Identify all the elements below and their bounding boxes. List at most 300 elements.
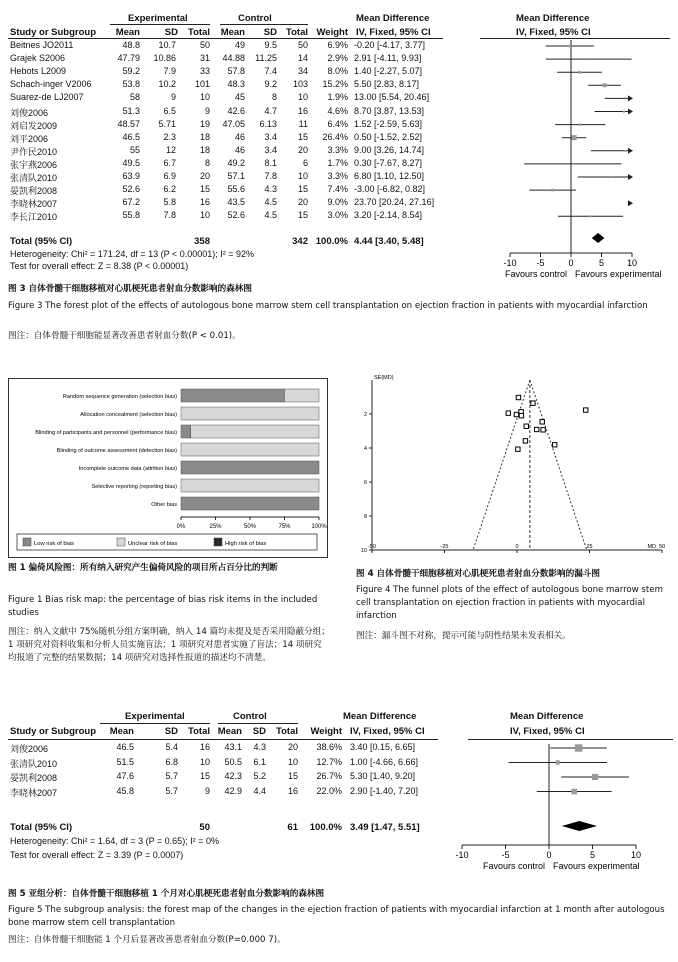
col-weight: Weight [316, 27, 348, 38]
study-name: Grajek S2006 [10, 53, 66, 64]
study-name: 刘俊2006 [10, 744, 49, 754]
n-experimental: 10 [199, 92, 210, 103]
study-point [519, 414, 523, 418]
n-control: 16 [297, 105, 308, 116]
weight: 6.4% [327, 118, 348, 129]
mean-difference-ci: -0.20 [-4.17, 3.77] [354, 40, 426, 50]
header-mean-difference: Mean Difference [343, 711, 417, 722]
n-experimental: 31 [199, 53, 210, 64]
mean-difference-ci: 2.90 [-1.40, 7.20] [350, 785, 419, 796]
mean-difference-ci: -3.00 [-6.82, 0.82] [354, 184, 426, 195]
x-axis-label: MD [647, 544, 656, 550]
mean-control: 49.2 [227, 157, 245, 168]
mean-control: 46 [234, 131, 245, 142]
sd-control: 6.1 [253, 756, 266, 767]
n-experimental: 50 [199, 40, 210, 50]
study-point [514, 412, 518, 416]
n-control: 15 [297, 131, 308, 142]
mean-experimental: 53.8 [122, 79, 140, 90]
n-experimental: 8 [204, 157, 210, 168]
x-tick-label: 0 [546, 850, 552, 860]
mean-experimental: 55 [129, 144, 140, 155]
bar-low-risk [181, 425, 191, 438]
total-n-control: 61 [287, 822, 298, 833]
col-sd: SD [263, 27, 277, 38]
caption-en: Figure 5 The subgroup analysis: the forest map of the changes in the ejection fraction of patients with myocardial infarction at 1 month after autologous bone marrow stem cell transplantation [8, 905, 665, 928]
col-total: Total [276, 726, 298, 737]
n-experimental: 18 [199, 144, 210, 155]
sd-control: 4.5 [264, 197, 277, 208]
col-ci-plot: IV, Fixed, 95% CI [516, 27, 591, 38]
effect-square [578, 71, 581, 74]
ci-arrow [628, 174, 633, 180]
caption-en: Figure 1 Bias risk map: the percentage of bias risk items in the included studies [8, 595, 318, 618]
sd-experimental: 6.9 [163, 171, 176, 181]
risk-of-bias-chart [9, 379, 325, 555]
caption-cn: 图 4 自体骨髓干细胞移植对心肌梗死患者射血分数影响的漏斗图 [356, 569, 600, 579]
total-ci: 3.49 [1.47, 5.51] [350, 822, 420, 833]
y-tick-label: 4 [363, 446, 367, 452]
mean-control: 45 [234, 92, 245, 103]
effect-square [603, 83, 607, 87]
mean-control: 42.3 [224, 771, 242, 781]
header-mean-difference-plot: Mean Difference [510, 711, 584, 722]
n-control: 20 [287, 742, 298, 752]
heterogeneity: Heterogeneity: Chi² = 171.24, df = 13 (P < 0.00001); I² = 92% [10, 249, 254, 259]
mean-experimental: 52.6 [122, 184, 140, 195]
mean-control: 48.3 [227, 79, 245, 90]
study-point [516, 447, 520, 451]
bar-unclear-risk [191, 425, 319, 438]
col-mean: Mean [115, 27, 140, 38]
header-experimental: Experimental [128, 13, 188, 24]
mean-difference-ci: 1.52 [-2.59, 5.63] [354, 118, 423, 129]
n-experimental: 10 [199, 210, 210, 221]
n-experimental: 15 [199, 184, 210, 195]
mean-control: 49 [234, 40, 245, 50]
bar-low-risk [181, 497, 319, 510]
effect-square [568, 45, 571, 48]
n-control: 34 [297, 66, 308, 77]
weight: 12.7% [316, 756, 342, 767]
heterogeneity: Heterogeneity: Chi² = 1.64, df = 3 (P = 0.65); I² = 0% [10, 836, 219, 846]
weight: 3.3% [327, 144, 348, 155]
effect-square [611, 176, 613, 178]
x-tick-label: -25 [440, 544, 449, 550]
y-axis-label: SE(MD) [374, 375, 394, 381]
sd-control: 5.2 [253, 771, 266, 781]
mean-difference-ci: 23.70 [20.24, 27.16] [354, 197, 435, 208]
sd-experimental: 6.2 [163, 184, 176, 195]
effect-square [625, 150, 627, 152]
x-tick-label: -10 [503, 258, 517, 268]
y-tick-label: 2 [363, 412, 367, 418]
x-tick-label: 50 [658, 544, 666, 550]
favours-experimental: Favours experimental [575, 269, 662, 279]
mean-difference-ci: 3.40 [0.15, 6.65] [350, 742, 416, 752]
mean-control: 57.1 [227, 171, 245, 181]
sd-experimental: 5.71 [158, 118, 176, 129]
mean-experimental: 46.5 [122, 131, 140, 142]
sd-control: 3.4 [264, 131, 277, 142]
mean-control: 55.6 [227, 184, 245, 195]
group-rule [100, 723, 210, 724]
study-name: 刘启发2009 [10, 120, 58, 131]
sd-control: 4.3 [264, 184, 277, 195]
weight: 6.9% [327, 40, 348, 50]
study-name: 晏凯利2008 [10, 186, 58, 197]
total-n-experimental: 358 [194, 236, 210, 247]
mean-difference-ci: 0.50 [-1.52, 2.52] [354, 131, 423, 142]
sd-control: 3.4 [264, 144, 277, 155]
mean-experimental: 45.8 [116, 785, 134, 796]
sd-experimental: 6.7 [163, 157, 176, 168]
n-experimental: 20 [199, 171, 210, 181]
weight: 26.4% [322, 131, 348, 142]
overall-effect: Test for overall effect: Z = 3.39 (P = 0.0007) [10, 850, 184, 860]
effect-square [572, 163, 574, 165]
weight: 22.0% [316, 785, 342, 796]
pooled-diamond [562, 821, 597, 831]
mean-experimental: 51.3 [122, 105, 140, 116]
n-control: 6 [302, 157, 308, 168]
weight: 7.4% [327, 184, 348, 195]
mean-experimental: 47.79 [117, 53, 140, 64]
sd-control: 7.4 [264, 66, 277, 77]
n-control: 16 [287, 785, 298, 796]
sd-control: 4.4 [253, 785, 266, 796]
x-tick-label: 100% [311, 524, 327, 530]
col-ci-plot: IV, Fixed, 95% CI [510, 726, 585, 737]
n-experimental: 15 [199, 771, 210, 781]
n-experimental: 19 [199, 118, 210, 129]
sd-experimental: 12 [165, 144, 176, 155]
effect-square [590, 215, 592, 217]
ci-arrow [628, 148, 633, 154]
bar-unclear-risk [181, 443, 319, 456]
mean-control: 43.5 [227, 197, 245, 208]
study-name: Beitnes JO2011 [10, 40, 74, 50]
bias-domain-label: Selective reporting (reporting bias) [91, 484, 177, 490]
mean-control: 43.1 [224, 742, 242, 752]
sd-experimental: 6.8 [165, 756, 178, 767]
figure-note: 图注：自体骨髓干细胞能 1 个月后显著改善患者射血分数(P=0.000 7)。 [8, 935, 286, 945]
sd-control: 8.1 [264, 157, 277, 168]
col-weight: Weight [310, 726, 342, 737]
mean-control: 57.8 [227, 66, 245, 77]
header-control: Control [238, 13, 272, 24]
legend-swatch [117, 538, 125, 546]
x-tick-label: 25 [586, 544, 593, 550]
study-name: Schach-inger V2006 [10, 79, 92, 90]
n-control: 11 [298, 118, 308, 129]
bar-unclear-risk [181, 479, 319, 492]
caption-cn: 图 5 亚组分析：自体骨髓干细胞移植 1 个月对心肌梗死患者射血分数影响的森林图 [8, 889, 325, 899]
mean-experimental: 67.2 [122, 197, 140, 208]
mean-difference-ci: 1.40 [-2.27, 5.07] [354, 66, 423, 77]
sd-experimental: 10.7 [158, 40, 176, 50]
weight: 26.7% [316, 771, 342, 781]
mean-experimental: 51.5 [116, 756, 134, 767]
n-control: 15 [287, 771, 298, 781]
effect-square [623, 110, 625, 112]
col-total: Total [188, 27, 210, 38]
n-experimental: 33 [199, 66, 210, 77]
mean-difference-ci: 9.00 [3.26, 14.74] [354, 144, 425, 155]
mean-control: 46 [234, 144, 245, 155]
col-sd: SD [252, 726, 266, 737]
sd-experimental: 9 [170, 92, 176, 103]
weight: 2.9% [327, 53, 348, 64]
sd-control: 6.13 [259, 118, 277, 129]
header-mean-difference: Mean Difference [356, 13, 430, 24]
bias-domain-label: Blinding of participants and personnel (performance bias) [35, 430, 177, 436]
bar-low-risk [181, 461, 319, 474]
sd-experimental: 5.7 [165, 771, 178, 781]
figure-note: 图注：漏斗图不对称，提示可能与阴性结果未发表相关。 [356, 631, 571, 641]
bias-domain-label: Allocation concealment (selection bias) [80, 412, 177, 418]
favours-control: Favours control [482, 861, 545, 871]
col-study: Study or Subgroup [10, 27, 97, 38]
total-n-control: 342 [292, 236, 308, 247]
study-name: 张宇燕2006 [10, 159, 58, 170]
study-point [584, 408, 588, 412]
n-control: 10 [287, 756, 298, 767]
mean-experimental: 49.5 [122, 157, 140, 168]
x-tick-label: 25% [209, 524, 222, 530]
legend-swatch [23, 538, 31, 546]
legend-swatch [214, 538, 222, 546]
x-tick-label: -50 [368, 544, 376, 550]
sd-control: 4.5 [264, 210, 277, 221]
mean-control: 50.5 [224, 756, 242, 767]
study-point [535, 427, 539, 431]
sd-experimental: 2.3 [163, 131, 176, 142]
effect-square [571, 789, 577, 795]
y-tick-label: 10 [360, 548, 367, 554]
favours-control: Favours control [504, 269, 567, 279]
weight: 8.0% [327, 66, 348, 77]
x-tick-label: 0 [568, 258, 574, 268]
n-experimental: 18 [199, 131, 210, 142]
ci-arrow [628, 200, 633, 206]
effect-square [551, 189, 554, 192]
group-rule [220, 24, 308, 25]
figure-note: 图注：自体骨髓干细胞能显著改善患者射血分数(P < 0.01)。 [8, 331, 241, 341]
mean-difference-ci: 5.50 [2.83, 8.17] [354, 79, 420, 90]
funnel-limit-left [473, 380, 530, 550]
mean-experimental: 59.2 [122, 66, 140, 77]
n-control: 103 [292, 79, 308, 90]
sd-control: 4.7 [264, 105, 277, 116]
total-weight: 100.0% [309, 822, 342, 833]
weight: 15.2% [322, 79, 348, 90]
study-name: 晏凯利2008 [10, 773, 58, 783]
sd-experimental: 5.4 [165, 742, 178, 752]
study-name: 张清队2010 [10, 758, 58, 769]
weight: 38.6% [316, 742, 342, 752]
header-experimental: Experimental [125, 711, 185, 722]
study-point [506, 411, 510, 415]
caption-en: Figure 4 The funnel plots of the effect of autologous bone marrow stem cell transplantation on ejection fraction in patients with myocardial infarction [356, 585, 663, 621]
col-mean: Mean [220, 27, 245, 38]
total-n-experimental: 50 [199, 822, 210, 833]
funnel-limit-right [530, 380, 587, 550]
study-name: Hebots L2009 [10, 66, 67, 77]
n-control: 20 [297, 144, 308, 155]
n-control: 10 [297, 92, 308, 103]
favours-experimental: Favours experimental [553, 861, 640, 871]
mean-experimental: 47.6 [116, 771, 134, 781]
sd-control: 7.8 [264, 171, 277, 181]
n-control: 50 [297, 40, 308, 50]
effect-square [592, 774, 598, 780]
mean-difference-ci: 5.30 [1.40, 9.20] [350, 771, 416, 781]
n-experimental: 16 [199, 197, 210, 208]
group-rule [218, 723, 298, 724]
study-point [531, 401, 535, 405]
mean-control: 42.9 [224, 785, 242, 796]
mean-control: 52.6 [227, 210, 245, 221]
header-rule [8, 38, 443, 39]
mean-difference-ci: 6.80 [1.10, 12.50] [354, 171, 425, 181]
bar-low-risk [181, 389, 285, 402]
effect-square [556, 760, 560, 764]
header-mean-difference-plot: Mean Difference [516, 13, 590, 24]
n-control: 20 [297, 197, 308, 208]
overall-effect: Test for overall effect: Z = 8.38 (P < 0.00001) [10, 261, 189, 271]
legend-label: Unclear risk of bias [128, 541, 178, 547]
col-study: Study or Subgroup [10, 726, 97, 737]
x-tick-label: -5 [536, 258, 545, 268]
effect-square [575, 744, 582, 751]
mean-control: 47.05 [222, 118, 245, 129]
caption-en: Figure 3 The forest plot of the effects of autologous bone marrow stem cell transplantation on ejection fraction in patients with myocardial infarction [8, 301, 648, 311]
effect-square [579, 123, 582, 126]
study-point [541, 428, 545, 432]
sd-control: 9.5 [264, 40, 277, 50]
mean-difference-ci: 3.20 [-2.14, 8.54] [354, 210, 423, 221]
mean-difference-ci: 8.70 [3.87, 13.53] [354, 105, 425, 116]
mean-control: 44.88 [222, 53, 245, 64]
n-control: 14 [297, 53, 308, 64]
n-experimental: 9 [204, 105, 210, 116]
sd-experimental: 10.2 [158, 79, 176, 90]
x-tick-label: -5 [501, 850, 510, 860]
ci-arrow [628, 109, 633, 115]
col-sd: SD [164, 27, 178, 38]
sd-experimental: 5.8 [163, 197, 176, 208]
sd-experimental: 6.5 [163, 105, 176, 116]
study-name: 尹作民2010 [10, 146, 58, 157]
col-mean: Mean [217, 726, 242, 737]
n-experimental: 101 [194, 79, 210, 90]
sd-experimental: 7.9 [163, 66, 176, 77]
header-rule [8, 739, 438, 740]
sd-control: 11.25 [255, 53, 277, 64]
x-tick-label: -10 [455, 850, 469, 860]
study-point [516, 395, 520, 399]
col-total: Total [188, 726, 210, 737]
study-point [524, 424, 528, 428]
mean-experimental: 58 [129, 92, 140, 103]
total-ci: 4.44 [3.40, 5.48] [354, 236, 424, 247]
group-rule [110, 24, 210, 25]
x-tick-label: 0% [176, 524, 186, 530]
x-tick-label: 10 [626, 258, 638, 268]
mean-difference-ci: 13.00 [5.54, 20.46] [354, 92, 430, 103]
x-tick-label: 5 [589, 850, 596, 860]
y-tick-label: 6 [363, 480, 367, 486]
col-sd: SD [164, 726, 178, 737]
mean-experimental: 48.8 [122, 40, 140, 50]
weight: 1.7% [327, 157, 348, 168]
sd-experimental: 7.8 [163, 210, 176, 221]
sd-control: 4.3 [253, 742, 266, 752]
caption-cn: 图 1 偏倚风险图：所有纳入研究产生偏倚风险的项目所占百分比的判断 [8, 563, 278, 573]
weight: 4.6% [327, 105, 348, 116]
x-tick-label: 0 [515, 544, 519, 550]
mean-difference-ci: 0.30 [-7.67, 8.27] [354, 157, 423, 168]
mean-experimental: 46.5 [116, 742, 134, 752]
col-total: Total [286, 27, 308, 38]
sd-experimental: 10.86 [153, 53, 176, 64]
figure-note: 图注：纳入文献中 75%随机分组方案明确，纳入 14 篇均未提及是否采用隐蔽分组；1 项研究对资料收集和分析人员实施盲法；1 项研究对患者实施了盲法；14 项研究均报道了完整的结果数据；14 项研究对选择性报道的描述均不清楚。 [8, 627, 330, 663]
bias-domain-label: Blinding of outcome assessment (detection bias) [56, 448, 177, 454]
study-name: 刘平2006 [10, 133, 49, 144]
weight: 3.0% [327, 210, 348, 221]
total-label: Total (95% CI) [10, 236, 73, 247]
study-name: Suarez-de LJ2007 [10, 92, 84, 103]
mean-difference-ci: 1.00 [-4.66, 6.66] [350, 756, 419, 767]
study-name: 李晓林2007 [10, 199, 58, 210]
legend-label: High risk of bias [225, 541, 267, 547]
study-name: 李晓林2007 [10, 787, 58, 798]
pooled-diamond [592, 233, 605, 243]
weight: 3.3% [327, 171, 348, 181]
total-weight: 100.0% [315, 236, 348, 247]
forest-plot [470, 38, 678, 286]
caption-cn: 图 3 自体骨髓干细胞移植对心肌梗死患者射血分数影响的森林图 [8, 284, 252, 294]
ci-arrow [628, 95, 633, 101]
x-tick-label: 10 [630, 850, 642, 860]
n-experimental: 10 [199, 756, 210, 767]
study-name: 张清队2010 [10, 173, 58, 183]
mean-experimental: 63.9 [122, 171, 140, 181]
sd-experimental: 5.7 [165, 785, 178, 796]
total-label: Total (95% CI) [10, 822, 73, 833]
x-tick-label: 50% [243, 524, 257, 530]
mean-difference-ci: 2.91 [-4.11, 9.93] [354, 53, 422, 64]
x-tick-label: 5 [598, 258, 605, 268]
mean-experimental: 55.8 [122, 210, 140, 221]
mean-experimental: 48.57 [117, 118, 140, 129]
mean-control: 42.6 [227, 105, 245, 116]
bias-domain-label: Incomplete outcome data (attrition bias) [78, 466, 177, 472]
study-name: 李长江2010 [10, 212, 58, 223]
sd-control: 9.2 [264, 79, 277, 90]
bias-domain-label: Other bias [151, 502, 177, 508]
weight: 9.0% [327, 197, 348, 208]
legend-label: Low risk of bias [34, 541, 74, 547]
col-ci: IV, Fixed, 95% CI [350, 726, 425, 737]
effect-square [588, 58, 590, 60]
y-tick-label: 8 [363, 514, 367, 520]
bar-unclear-risk [285, 389, 320, 402]
col-mean: Mean [109, 726, 134, 737]
study-point [553, 443, 557, 447]
funnel-plot [344, 372, 674, 562]
